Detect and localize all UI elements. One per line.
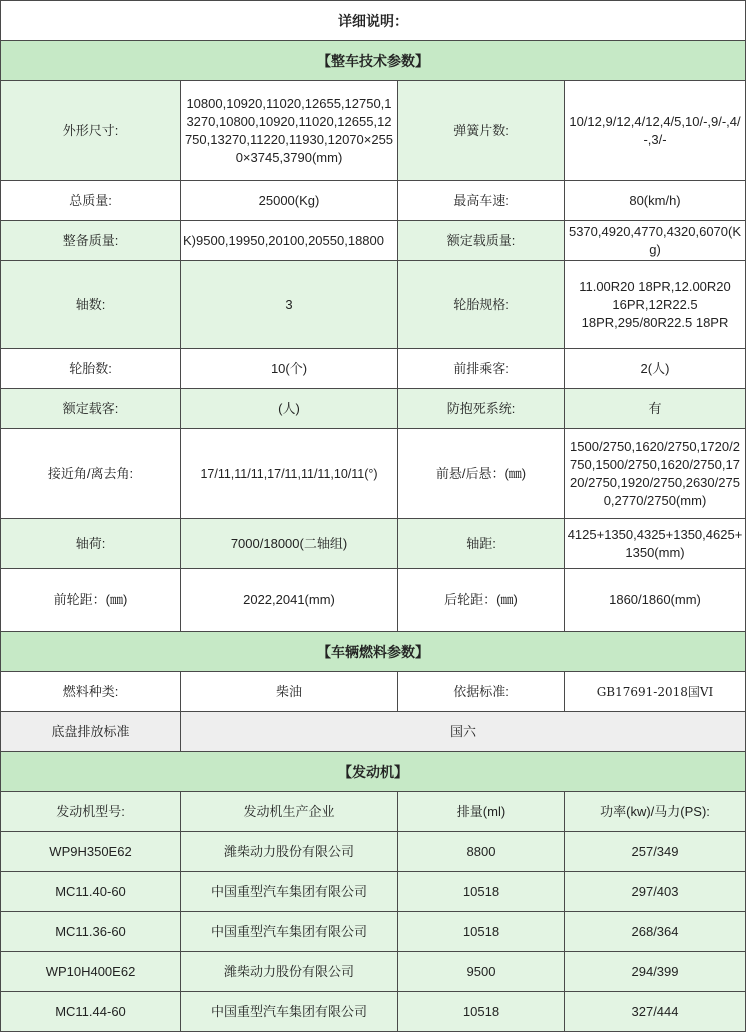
engine-power: 268/364 bbox=[565, 912, 746, 952]
row-emission bbox=[1, 712, 746, 752]
overhang-label: 前悬/后悬：(㎜) bbox=[398, 429, 565, 519]
engine-model: WP9H350E62 bbox=[1, 832, 181, 872]
tire-count-label: 轮胎数: bbox=[1, 349, 181, 389]
rear-track-label: 后轮距：(㎜) bbox=[398, 569, 565, 632]
title-row bbox=[1, 1, 746, 41]
engine-maker: 中国重型汽车集团有限公司 bbox=[181, 992, 398, 1032]
axles-value: 3 bbox=[181, 261, 398, 349]
dimensions-value: 10800,10920,11020,12655,12750,13270,10800,10920,11020,12655,12750,13270,11220,11930,12070×2550×3745,3790(mm) bbox=[181, 81, 398, 181]
fuel-type-label: 燃料种类: bbox=[1, 672, 181, 712]
axle-load-value: 7000/18000(二轴组) bbox=[181, 519, 398, 569]
curb-mass-value: 9500,19950,20100,20550,18800(K bbox=[183, 232, 384, 248]
wheelbase-label: 轴距: bbox=[398, 519, 565, 569]
section-engine-title: 【发动机】 bbox=[1, 752, 746, 792]
tire-count-value: 10(个) bbox=[181, 349, 398, 389]
engine-displacement: 10518 bbox=[398, 872, 565, 912]
abs-value: 有 bbox=[565, 389, 746, 429]
section-fuel-title: 【车辆燃料参数】 bbox=[1, 632, 746, 672]
section-tech-row bbox=[1, 41, 746, 81]
rated-load-value: 5370,4920,4770,4320,6070(Kg) bbox=[565, 221, 746, 261]
table-row bbox=[1, 912, 746, 952]
engine-power: 297/403 bbox=[565, 872, 746, 912]
page-title: 详细说明： bbox=[1, 1, 746, 41]
dimensions-label: 外形尺寸: bbox=[1, 81, 181, 181]
table-row bbox=[1, 992, 746, 1032]
table-row bbox=[1, 952, 746, 992]
emission-value: 国六 bbox=[181, 712, 746, 752]
engine-header-model: 发动机型号: bbox=[1, 792, 181, 832]
standard-label: 依据标准: bbox=[398, 672, 565, 712]
overhang-value: 1500/2750,1620/2750,1720/2750,1500/2750,1620/2750,1720/2750,1920/2750,2630/2750,2770/2750(mm) bbox=[565, 429, 746, 519]
leaf-spring-value: 10/12,9/12,4/12,4/5,10/-,9/-,4/-,3/- bbox=[565, 81, 746, 181]
curb-mass-label: 整备质量: bbox=[1, 221, 181, 261]
wheelbase-value: 4125+1350,4325+1350,4625+1350(mm) bbox=[565, 519, 746, 569]
engine-header-displacement: 排量(ml) bbox=[398, 792, 565, 832]
engine-model: WP10H400E62 bbox=[1, 952, 181, 992]
table-row bbox=[1, 832, 746, 872]
emission-label: 底盘排放标准 bbox=[1, 712, 181, 752]
engine-displacement: 9500 bbox=[398, 952, 565, 992]
approach-value: 17/11,11/11,17/11,11/11,10/11(°) bbox=[181, 429, 398, 519]
engine-model: MC11.40-60 bbox=[1, 872, 181, 912]
row-axles bbox=[1, 261, 746, 349]
row-dimensions bbox=[1, 81, 746, 181]
engine-model: MC11.44-60 bbox=[1, 992, 181, 1032]
engine-displacement: 10518 bbox=[398, 912, 565, 952]
section-fuel-row bbox=[1, 632, 746, 672]
rated-load-label: 额定载质量: bbox=[398, 221, 565, 261]
engine-header-maker: 发动机生产企业 bbox=[181, 792, 398, 832]
abs-label: 防抱死系统: bbox=[398, 389, 565, 429]
front-track-value: 2022,2041(mm) bbox=[181, 569, 398, 632]
engine-maker: 潍柴动力股份有限公司 bbox=[181, 832, 398, 872]
row-total-mass bbox=[1, 181, 746, 221]
engine-power: 327/444 bbox=[565, 992, 746, 1032]
total-mass-value: 25000(Kg) bbox=[181, 181, 398, 221]
axles-label: 轴数: bbox=[1, 261, 181, 349]
approach-label: 接近角/离去角: bbox=[1, 429, 181, 519]
engine-header-power: 功率(kw)/马力(PS): bbox=[565, 792, 746, 832]
row-rated-passengers bbox=[1, 389, 746, 429]
rated-passengers-value: (人) bbox=[181, 389, 398, 429]
row-fuel-type bbox=[1, 672, 746, 712]
total-mass-label: 总质量: bbox=[1, 181, 181, 221]
rated-passengers-label: 额定载客: bbox=[1, 389, 181, 429]
engine-header-row bbox=[1, 792, 746, 832]
fuel-type-value: 柴油 bbox=[181, 672, 398, 712]
engine-displacement: 8800 bbox=[398, 832, 565, 872]
engine-power: 257/349 bbox=[565, 832, 746, 872]
tire-spec-label: 轮胎规格: bbox=[398, 261, 565, 349]
row-track bbox=[1, 569, 746, 632]
engine-maker: 中国重型汽车集团有限公司 bbox=[181, 872, 398, 912]
standard-value: GB17691-2018国VI bbox=[565, 672, 746, 712]
row-axle-load bbox=[1, 519, 746, 569]
max-speed-label: 最高车速: bbox=[398, 181, 565, 221]
row-curb-mass bbox=[1, 221, 746, 261]
leaf-spring-label: 弹簧片数: bbox=[398, 81, 565, 181]
front-passengers-value: 2(人) bbox=[565, 349, 746, 389]
front-track-label: 前轮距：(㎜) bbox=[1, 569, 181, 632]
row-approach bbox=[1, 429, 746, 519]
engine-power: 294/399 bbox=[565, 952, 746, 992]
front-passengers-label: 前排乘客: bbox=[398, 349, 565, 389]
axle-load-label: 轴荷: bbox=[1, 519, 181, 569]
section-tech-title: 【整车技术参数】 bbox=[1, 41, 746, 81]
rear-track-value: 1860/1860(mm) bbox=[565, 569, 746, 632]
engine-maker: 中国重型汽车集团有限公司 bbox=[181, 912, 398, 952]
section-engine-row bbox=[1, 752, 746, 792]
max-speed-value: 80(km/h) bbox=[565, 181, 746, 221]
row-tire-count bbox=[1, 349, 746, 389]
engine-maker: 潍柴动力股份有限公司 bbox=[181, 952, 398, 992]
engine-model: MC11.36-60 bbox=[1, 912, 181, 952]
table-row bbox=[1, 872, 746, 912]
tire-spec-value: 11.00R20 18PR,12.00R20 16PR,12R22.5 18PR,295/80R22.5 18PR bbox=[565, 261, 746, 349]
engine-displacement: 10518 bbox=[398, 992, 565, 1032]
